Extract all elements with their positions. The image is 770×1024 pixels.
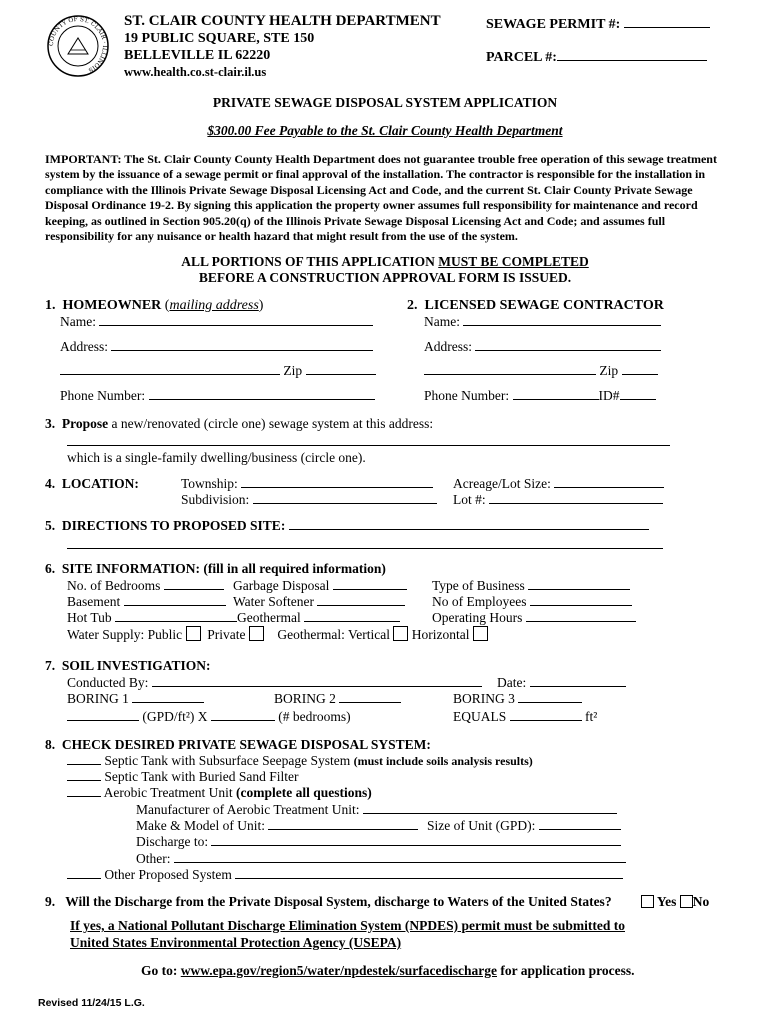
homeowner-zip-field[interactable]: Zip bbox=[60, 363, 376, 379]
parcel-label: PARCEL #: bbox=[486, 50, 557, 65]
horizontal-checkbox[interactable] bbox=[473, 626, 488, 641]
private-checkbox[interactable] bbox=[249, 626, 264, 641]
dwelling-type: which is a single-family dwelling/business (circle one). bbox=[67, 450, 366, 465]
discharge-to-field[interactable]: Discharge to: bbox=[136, 834, 621, 850]
homeowner-name-field[interactable]: Name: bbox=[60, 314, 373, 330]
employees-field[interactable]: No of Employees bbox=[432, 594, 632, 610]
discharge-answer: Yes No bbox=[641, 894, 709, 910]
acreage-field[interactable]: Acreage/Lot Size: bbox=[453, 476, 664, 492]
city-address: BELLEVILLE IL 62220 bbox=[124, 48, 271, 63]
hours-field[interactable]: Operating Hours bbox=[432, 610, 636, 626]
yes-checkbox[interactable] bbox=[641, 895, 654, 908]
contractor-address-field[interactable]: Address: bbox=[424, 339, 661, 355]
completion-notice-2: BEFORE A CONSTRUCTION APPROVAL FORM IS ISSUED. bbox=[198, 270, 572, 285]
street-address: 19 PUBLIC SQUARE, STE 150 bbox=[124, 31, 315, 46]
unit-size-field[interactable]: Size of Unit (GPD): bbox=[427, 818, 621, 834]
contractor-zip-field[interactable]: Zip bbox=[424, 363, 658, 379]
option-sand-filter[interactable]: Septic Tank with Buried Sand Filter bbox=[67, 769, 299, 785]
directions-line-2[interactable] bbox=[67, 537, 663, 553]
website: www.health.co.st-clair.il.us bbox=[124, 65, 267, 79]
contractor-heading: 2. LICENSED SEWAGE CONTRACTOR bbox=[407, 298, 664, 313]
garbage-field[interactable]: Garbage Disposal bbox=[233, 578, 407, 594]
fee-notice: $300.00 Fee Payable to the St. Clair County Health Department bbox=[207, 123, 563, 138]
propose-address-field[interactable] bbox=[67, 434, 670, 450]
conducted-field[interactable]: Conducted By: bbox=[67, 675, 482, 691]
manufacturer-field[interactable]: Manufacturer of Aerobic Treatment Unit: bbox=[136, 802, 617, 818]
form-title: PRIVATE SEWAGE DISPOSAL SYSTEM APPLICATION bbox=[212, 95, 558, 110]
discharge-question: 9. Will the Discharge from the Private Disposal System, discharge to Waters of the United States? bbox=[45, 894, 612, 909]
water-supply-row: Water Supply: Public Private Geothermal: Vertical Horizontal bbox=[67, 626, 488, 643]
boring2-field[interactable]: BORING 2 bbox=[274, 691, 401, 707]
propose-line: 3. Propose a new/renovated (circle one) sewage system at this address: bbox=[45, 416, 434, 431]
homeowner-phone-field[interactable]: Phone Number: bbox=[60, 388, 375, 404]
gpd-calc-field[interactable]: (GPD/ft²) X (# bedrooms) bbox=[67, 709, 351, 725]
softener-field[interactable]: Water Softener bbox=[233, 594, 405, 610]
epa-link[interactable]: www.epa.gov/region5/water/npdestek/surfacedischarge bbox=[180, 963, 497, 978]
completion-notice-1: ALL PORTIONS OF THIS APPLICATION MUST BE COMPLETED bbox=[181, 254, 589, 269]
subdivision-field[interactable]: Subdivision: bbox=[181, 492, 437, 508]
important-notice: IMPORTANT: The St. Clair County County Health Department does not guarantee trouble free operation of this sewage treatment system by the issuance of a sewage permit or final approval of the installation. The contractor is responsible for the installation in compliance with the Illinois Private Sewage Disposal Licensing Act and Code, and the current St. Clair County Private Sewage Disposal Ordinance 19-2. By signing this application the property owner assumes full responsibility for maintenance and record keeping, as outlined in Section 905.20(q) of the Illinois Private Sewage Disposal Licensing Act and Code; and assumes full responsibility for any nuisance or health hazard that might result from the use of the system. bbox=[45, 152, 717, 244]
basement-field[interactable]: Basement bbox=[67, 594, 226, 610]
public-checkbox[interactable] bbox=[186, 626, 201, 641]
seal-text: COUNTY OF ST. CLAIR · ILLINOIS bbox=[47, 15, 109, 74]
county-seal bbox=[46, 14, 110, 78]
no-checkbox[interactable] bbox=[680, 895, 693, 908]
boring3-field[interactable]: BORING 3 bbox=[453, 691, 582, 707]
option-aerobic[interactable]: Aerobic Treatment Unit (complete all questions) bbox=[67, 785, 372, 801]
goto-line: Go to: www.epa.gov/region5/water/npdestek/surfacedischarge for application process. bbox=[141, 963, 635, 978]
permit-field[interactable] bbox=[486, 16, 710, 33]
parcel-field[interactable] bbox=[486, 49, 707, 66]
option-seepage[interactable]: Septic Tank with Subsurface Seepage System (must include soils analysis results) bbox=[67, 753, 533, 769]
soil-heading: 7. SOIL INVESTIGATION: bbox=[45, 658, 211, 673]
department-name: ST. CLAIR COUNTY HEALTH DEPARTMENT bbox=[124, 13, 441, 29]
equals-field[interactable]: EQUALS ft² bbox=[453, 709, 598, 724]
option-other-system[interactable]: Other Proposed System bbox=[67, 867, 623, 883]
make-model-field[interactable]: Make & Model of Unit: bbox=[136, 818, 418, 834]
homeowner-heading: 1. HOMEOWNER (mailing address) bbox=[45, 298, 264, 313]
geothermal-field[interactable]: Geothermal bbox=[233, 610, 400, 626]
permit-label: SEWAGE PERMIT #: bbox=[486, 17, 621, 32]
boring1-field[interactable]: BORING 1 bbox=[67, 691, 204, 707]
revision-note: Revised 11/24/15 L.G. bbox=[38, 997, 145, 1009]
directions-field[interactable]: 5. DIRECTIONS TO PROPOSED SITE: bbox=[45, 518, 649, 534]
npdes-notice-1: If yes, a National Pollutant Discharge Elimination System (NPDES) permit must be submitted to bbox=[70, 918, 625, 933]
other-field[interactable]: Other: bbox=[136, 851, 626, 867]
homeowner-address-field[interactable]: Address: bbox=[60, 339, 373, 355]
bedrooms-field[interactable]: No. of Bedrooms bbox=[67, 578, 224, 594]
contractor-name-field[interactable]: Name: bbox=[424, 314, 661, 330]
soil-date-field[interactable]: Date: bbox=[497, 675, 626, 691]
township-field[interactable]: Township: bbox=[181, 476, 433, 492]
business-field[interactable]: Type of Business bbox=[432, 578, 630, 594]
site-info-heading: 6. SITE INFORMATION: (fill in all required information) bbox=[45, 561, 386, 576]
contractor-phone-field[interactable]: Phone Number: ID# bbox=[424, 388, 656, 404]
lot-field[interactable]: Lot #: bbox=[453, 492, 663, 508]
location-heading: 4. LOCATION: bbox=[45, 476, 139, 491]
hottub-field[interactable]: Hot Tub bbox=[67, 610, 233, 626]
vertical-checkbox[interactable] bbox=[393, 626, 408, 641]
npdes-notice-2: United States Environmental Protection Agency (USEPA) bbox=[70, 935, 402, 950]
system-heading: 8. CHECK DESIRED PRIVATE SEWAGE DISPOSAL SYSTEM: bbox=[45, 737, 431, 752]
